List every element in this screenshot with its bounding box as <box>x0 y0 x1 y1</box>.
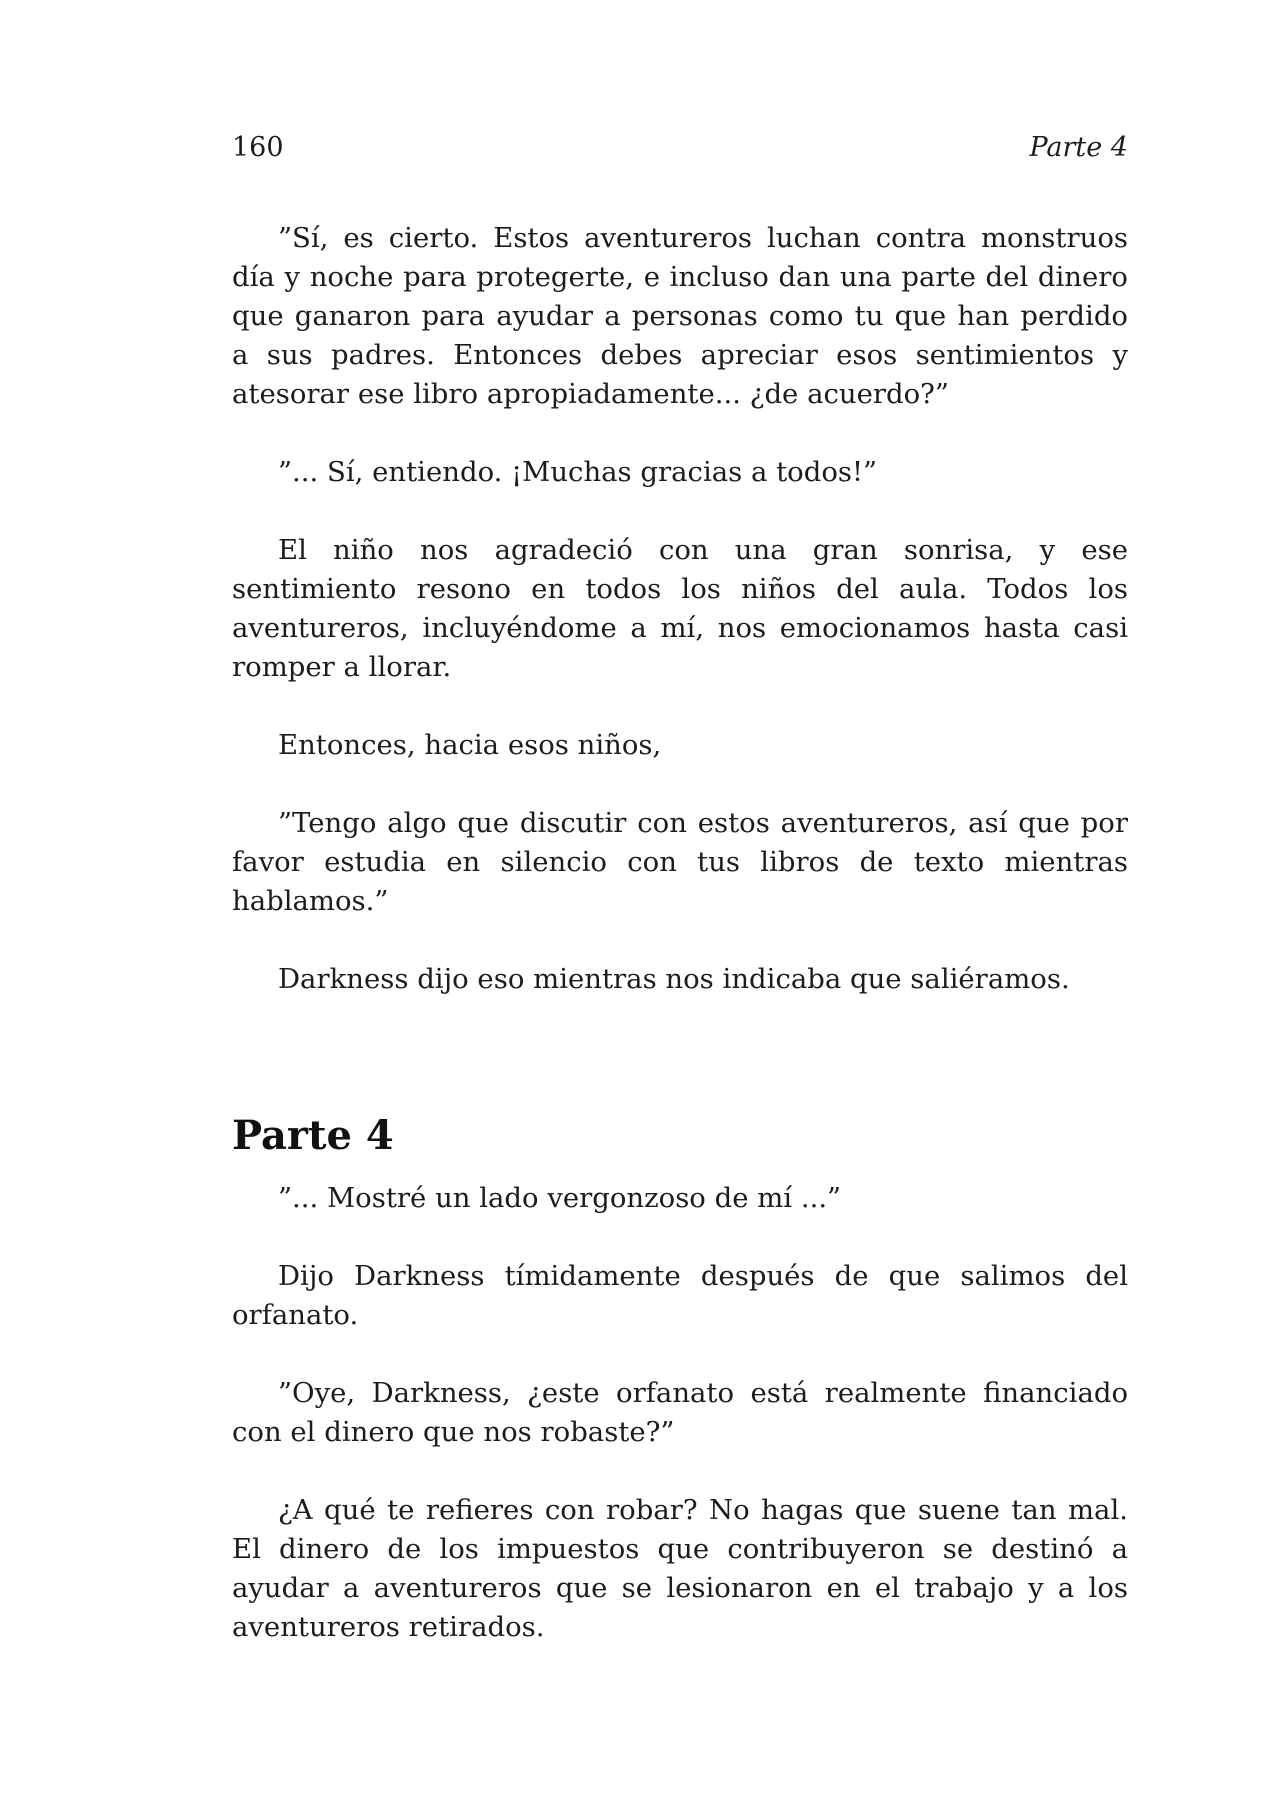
paragraph: ”Tengo algo que discutir con estos aventureros, así que por favor estudia en silencio con tus libros de texto mientras hablamos.” <box>232 807 1128 917</box>
page-number: 160 <box>232 132 284 163</box>
running-title: Parte 4 <box>1029 132 1128 163</box>
paragraph: Entonces, hacia esos niños, <box>278 729 662 761</box>
paragraph: ”... Mostré un lado vergonzoso de mí ...” <box>278 1182 842 1214</box>
page-body <box>232 219 1128 1686</box>
paragraph: Dijo Darkness tímidamente después de que salimos del orfanato. <box>232 1260 1128 1331</box>
paragraph: ”Oye, Darkness, ¿este orfanato está realmente financiado con el dinero que nos robaste?” <box>232 1377 1128 1448</box>
paragraph: El niño nos agradeció con una gran sonrisa, y ese sentimiento resono en todos los niños del aula. Todos los aventureros, incluyéndome a mí, nos emocionamos hasta casi romper a llorar. <box>232 534 1128 683</box>
paragraph: ”Sí, es cierto. Estos aventureros luchan contra monstruos día y noche para protegerte, e incluso dan una parte del dinero que ganaron para ayudar a personas como tu que han perdido a sus padres. Entonces debes apreciar esos sentimientos y atesorar ese libro apropiadamente... ¿de acuerdo?” <box>232 222 1128 410</box>
section-heading: Parte 4 <box>232 1112 394 1159</box>
paragraph: Darkness dijo eso mientras nos indicaba que saliéramos. <box>278 963 1070 995</box>
paragraph: ”... Sí, entiendo. ¡Muchas gracias a todos!” <box>278 456 878 488</box>
running-header <box>232 128 1128 168</box>
paragraph: ¿A qué te refieres con robar? No hagas que suene tan mal. El dinero de los impuestos que contribuyeron se destinó a ayudar a aventureros que se lesionaron en el trabajo y a los aventureros retirados. <box>232 1494 1128 1643</box>
